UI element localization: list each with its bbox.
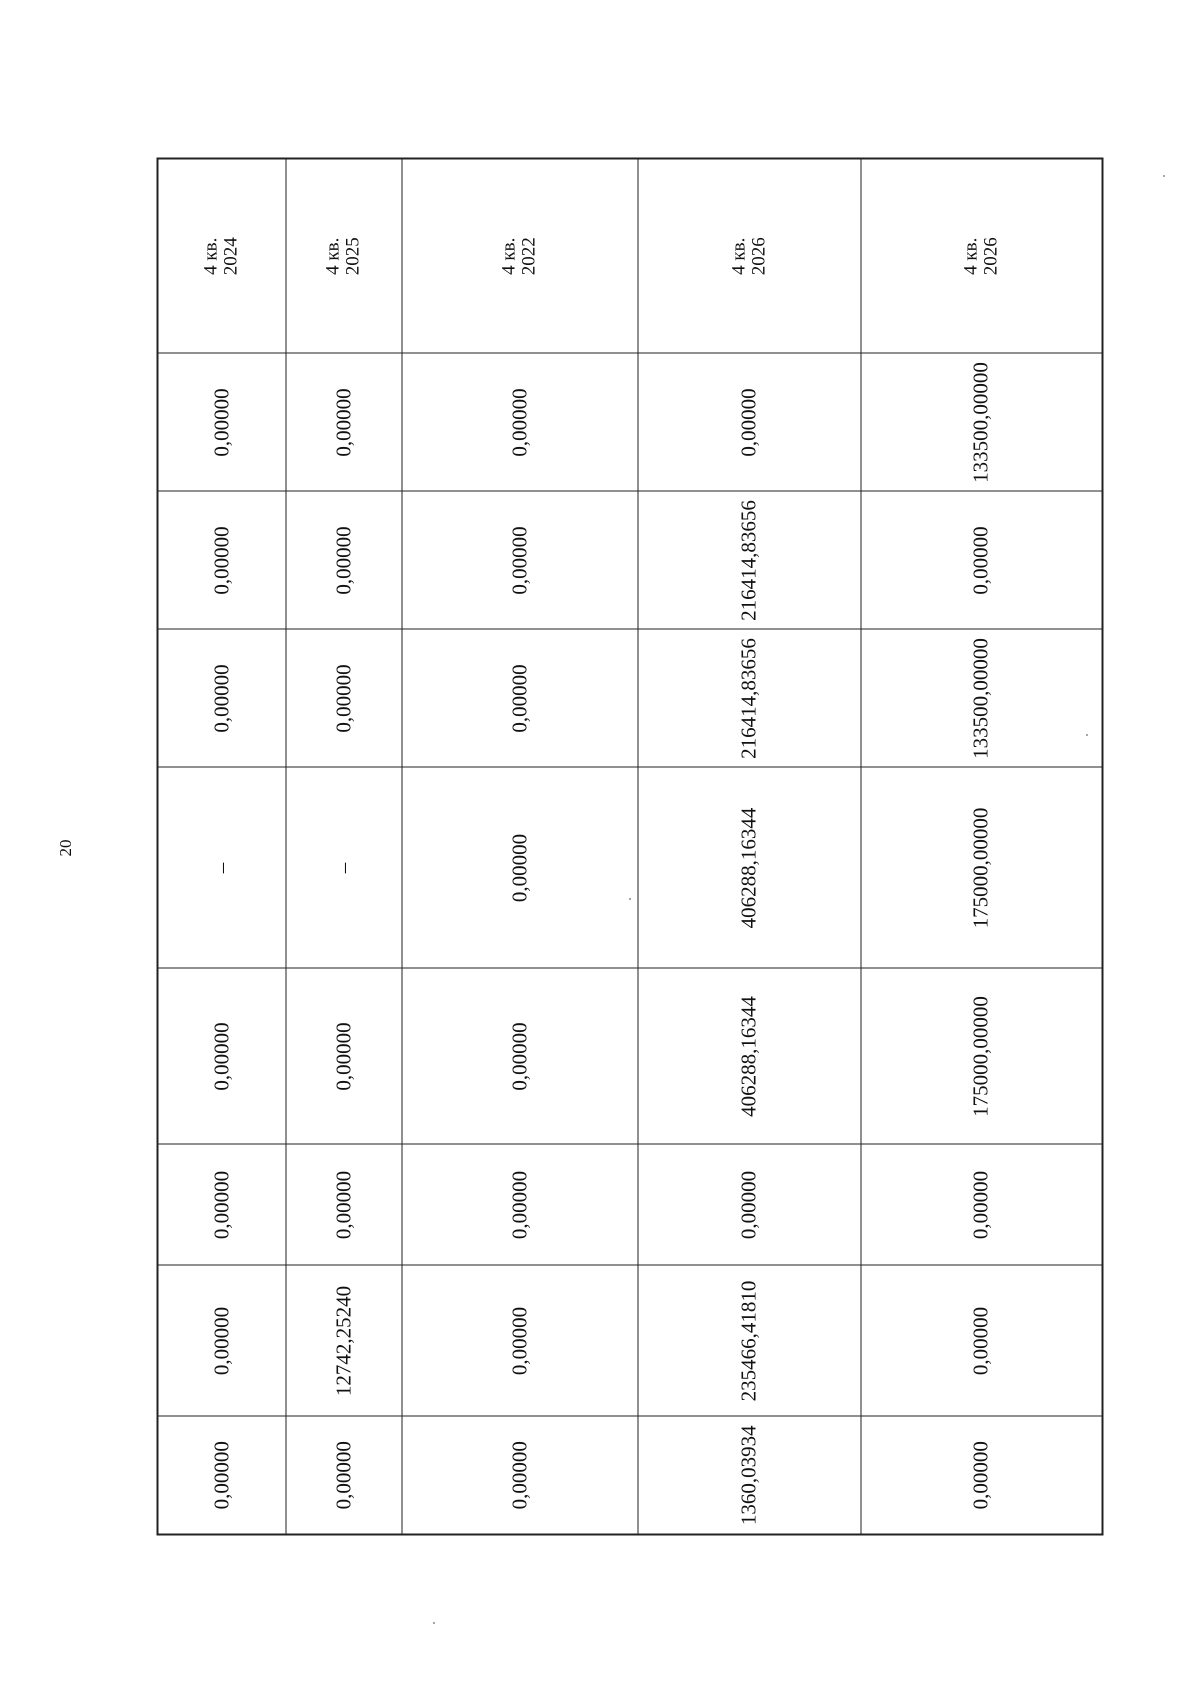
table-cell: 216414,83656	[638, 630, 861, 768]
table-cell: 0,00000	[402, 768, 638, 969]
period-quarter: 4 кв.	[960, 237, 982, 275]
scan-speck	[1086, 734, 1088, 736]
table-cell: 0,00000	[861, 1417, 1103, 1535]
table-cell: 0,00000	[158, 492, 286, 630]
period-quarter: 4 кв.	[498, 237, 520, 275]
table-cell: 0,00000	[402, 630, 638, 768]
table-cell: 1360,03934	[638, 1417, 861, 1535]
table-cell: 0,00000	[402, 354, 638, 492]
scan-speck	[433, 1622, 435, 1624]
table-cell: 0,00000	[402, 1417, 638, 1535]
table-cell: 0,00000	[158, 354, 286, 492]
table-cell: 216414,83656	[638, 492, 861, 630]
table-cell: 0,00000	[158, 1145, 286, 1266]
table-cell: 406288,16344	[638, 768, 861, 969]
table-cell: 0,00000	[286, 354, 402, 492]
table-cell: 0,00000	[402, 969, 638, 1145]
period-year: 2026	[748, 237, 769, 276]
page-number: 20	[56, 839, 75, 857]
table-cell: 133500,00000	[861, 630, 1103, 768]
table-cell: 0,00000	[158, 969, 286, 1145]
scan-speck	[1163, 175, 1165, 177]
table-cell: 0,00000	[402, 1266, 638, 1417]
rotated-table-container	[157, 160, 1102, 1536]
period-cell	[402, 159, 638, 354]
table-cell: 406288,16344	[638, 969, 861, 1145]
scan-speck	[629, 898, 631, 900]
period-cell	[158, 159, 286, 354]
table-cell: 0,00000	[286, 1417, 402, 1535]
table-cell: –	[158, 768, 286, 969]
table-cell: 175000,00000	[861, 768, 1103, 969]
period-year: 2022	[518, 237, 540, 276]
table-cell: 0,00000	[402, 492, 638, 630]
table-cell: 0,00000	[158, 630, 286, 768]
table-cell: 133500,00000	[861, 354, 1103, 492]
table-row	[286, 159, 402, 1535]
table-cell: 0,00000	[158, 1266, 286, 1417]
period-quarter: 4 кв.	[322, 237, 344, 275]
table-row	[402, 159, 638, 1535]
table-row	[861, 159, 1103, 1535]
table-row	[638, 159, 861, 1535]
table-cell: 0,00000	[638, 1145, 861, 1266]
table-row	[158, 159, 286, 1535]
table-cell: 0,00000	[286, 1145, 402, 1266]
period-quarter: 4 кв.	[200, 237, 222, 275]
table-cell: 175000,00000	[861, 969, 1103, 1145]
table-cell: 0,00000	[402, 1145, 638, 1266]
table-cell: 0,00000	[861, 1266, 1103, 1417]
table-cell: 12742,25240	[286, 1266, 402, 1417]
period-cell	[286, 159, 402, 354]
period-year: 2026	[980, 237, 1002, 276]
table-cell: 0,00000	[286, 492, 402, 630]
table-cell: 0,00000	[861, 492, 1103, 630]
data-table	[157, 158, 1104, 1536]
period-quarter: 4 кв.	[728, 237, 749, 275]
table-cell: 0,00000	[861, 1145, 1103, 1266]
period-cell	[638, 159, 861, 354]
table-cell: 0,00000	[286, 630, 402, 768]
period-year: 2025	[342, 237, 364, 276]
period-cell	[861, 159, 1103, 354]
table-cell: 0,00000	[638, 354, 861, 492]
table-cell: 0,00000	[158, 1417, 286, 1535]
period-year: 2024	[220, 237, 242, 276]
table-cell: 235466,41810	[638, 1266, 861, 1417]
table-cell: 0,00000	[286, 969, 402, 1145]
table-cell: –	[286, 768, 402, 969]
